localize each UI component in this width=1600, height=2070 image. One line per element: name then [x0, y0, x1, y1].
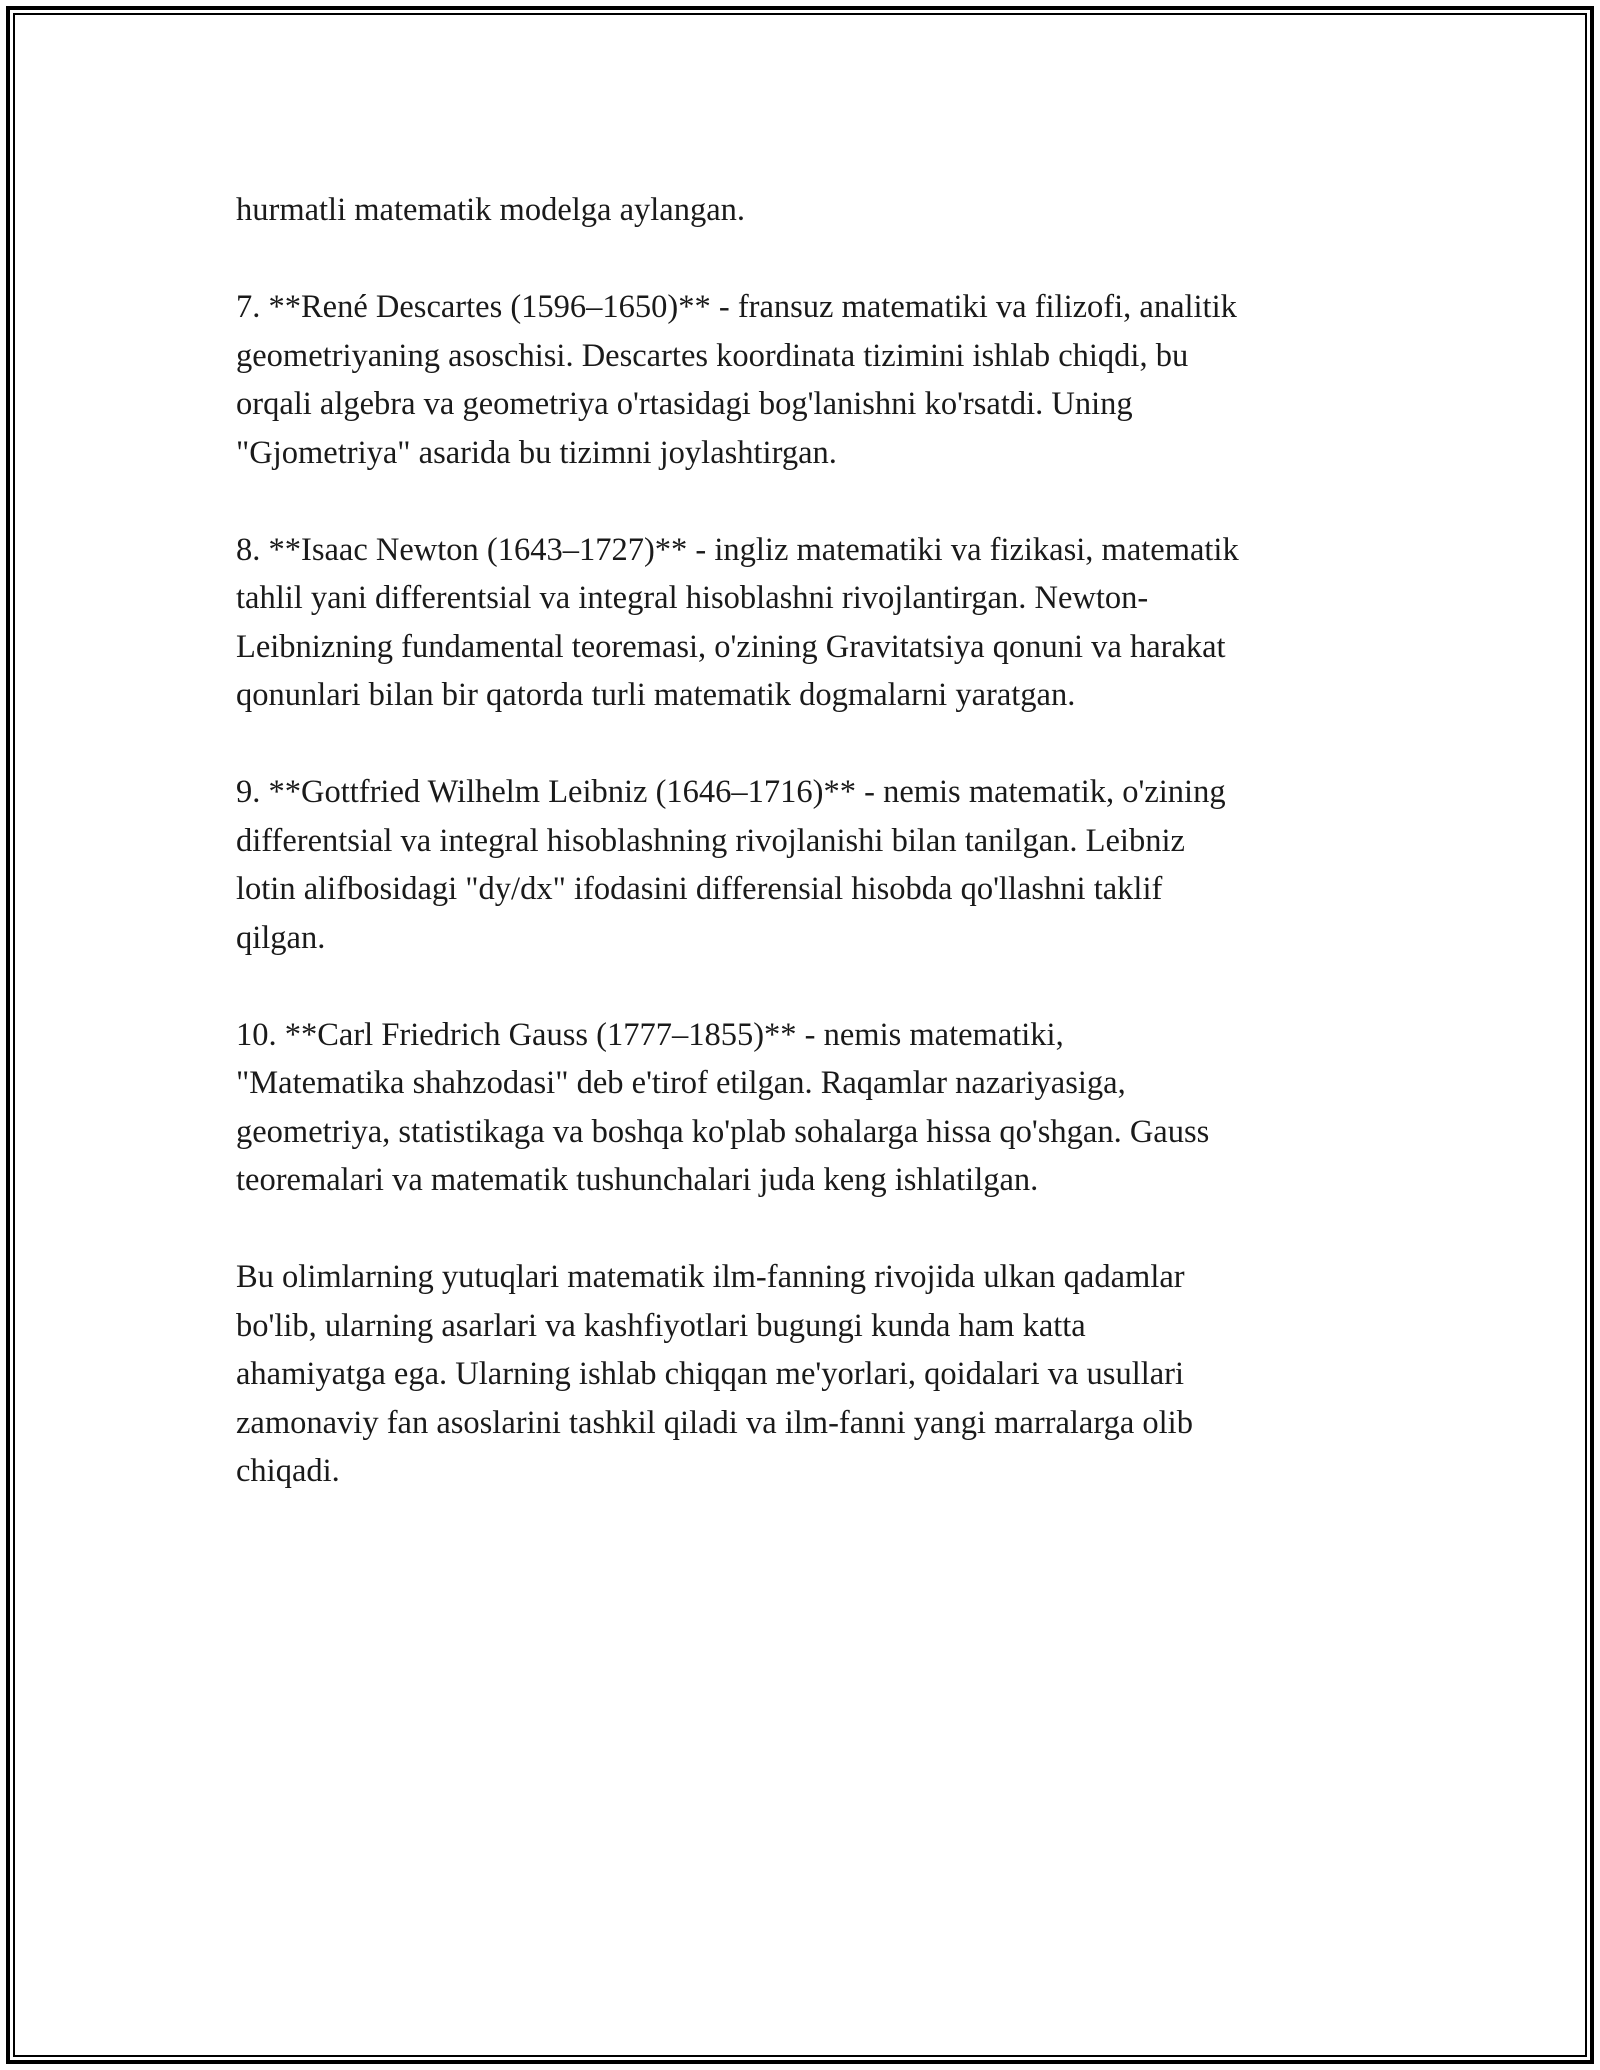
paragraph-continuation: hurmatli matematik modelga aylangan.: [236, 192, 746, 228]
paragraph-conclusion: Bu olimlarning yutuqlari matematik ilm-fanning rivojida ulkan qadamlar bo'lib, ularning asarlari va kashfiyotlari bugungi kunda ham katta ahamiyatga ega. Ularning ishlab chiqqan me'yorlari, qoidalari va usullari zamonaviy fan asoslarini tashkil qiladi va ilm-fanni yangi marralarga olib chiqadi.: [236, 1259, 1193, 1489]
paragraph-gauss: 10. **Carl Friedrich Gauss (1777–1855)** - nemis matematiki, "Matematika shahzodasi" deb e'tirof etilgan. Raqamlar nazariyasiga, geometriya, statistikaga va boshqa ko'plab sohalarga hissa qo'shgan. Gauss teoremalari va matematik tushunchalari juda keng ishlatilgan.: [236, 1016, 1210, 1198]
paragraph-leibniz: 9. **Gottfried Wilhelm Leibniz (1646–1716)** - nemis matematik, o'zining differentsial va integral hisoblashning rivojlanishi bilan tanilgan. Leibniz lotin alifbosidagi "dy/dx" ifodasini differensial hisobda qo'llashni taklif qilgan.: [236, 774, 1226, 956]
document-body: [236, 186, 1376, 1496]
paragraph-descartes: 7. **René Descartes (1596–1650)** - fransuz matematiki va filizofi, analitik geometriyaning asoschisi. Descartes koordinata tizimini ishlab chiqdi, bu orqali algebra va geometriya o'rtasidagi bog'lanishni ko'rsatdi. Uning "Gjometriya" asarida bu tizimni joylashtirgan.: [236, 289, 1237, 471]
paragraph-newton: 8. **Isaac Newton (1643–1727)** - ingliz matematiki va fizikasi, matematik tahlil yani differentsial va integral hisoblashni rivojlantirgan. Newton- Leibnizning fundamental teoremasi, o'zining Gravitatsiya qonuni va harakat qonunlari bilan bir qatorda turli matematik dogmalarni yaratgan.: [236, 531, 1239, 713]
